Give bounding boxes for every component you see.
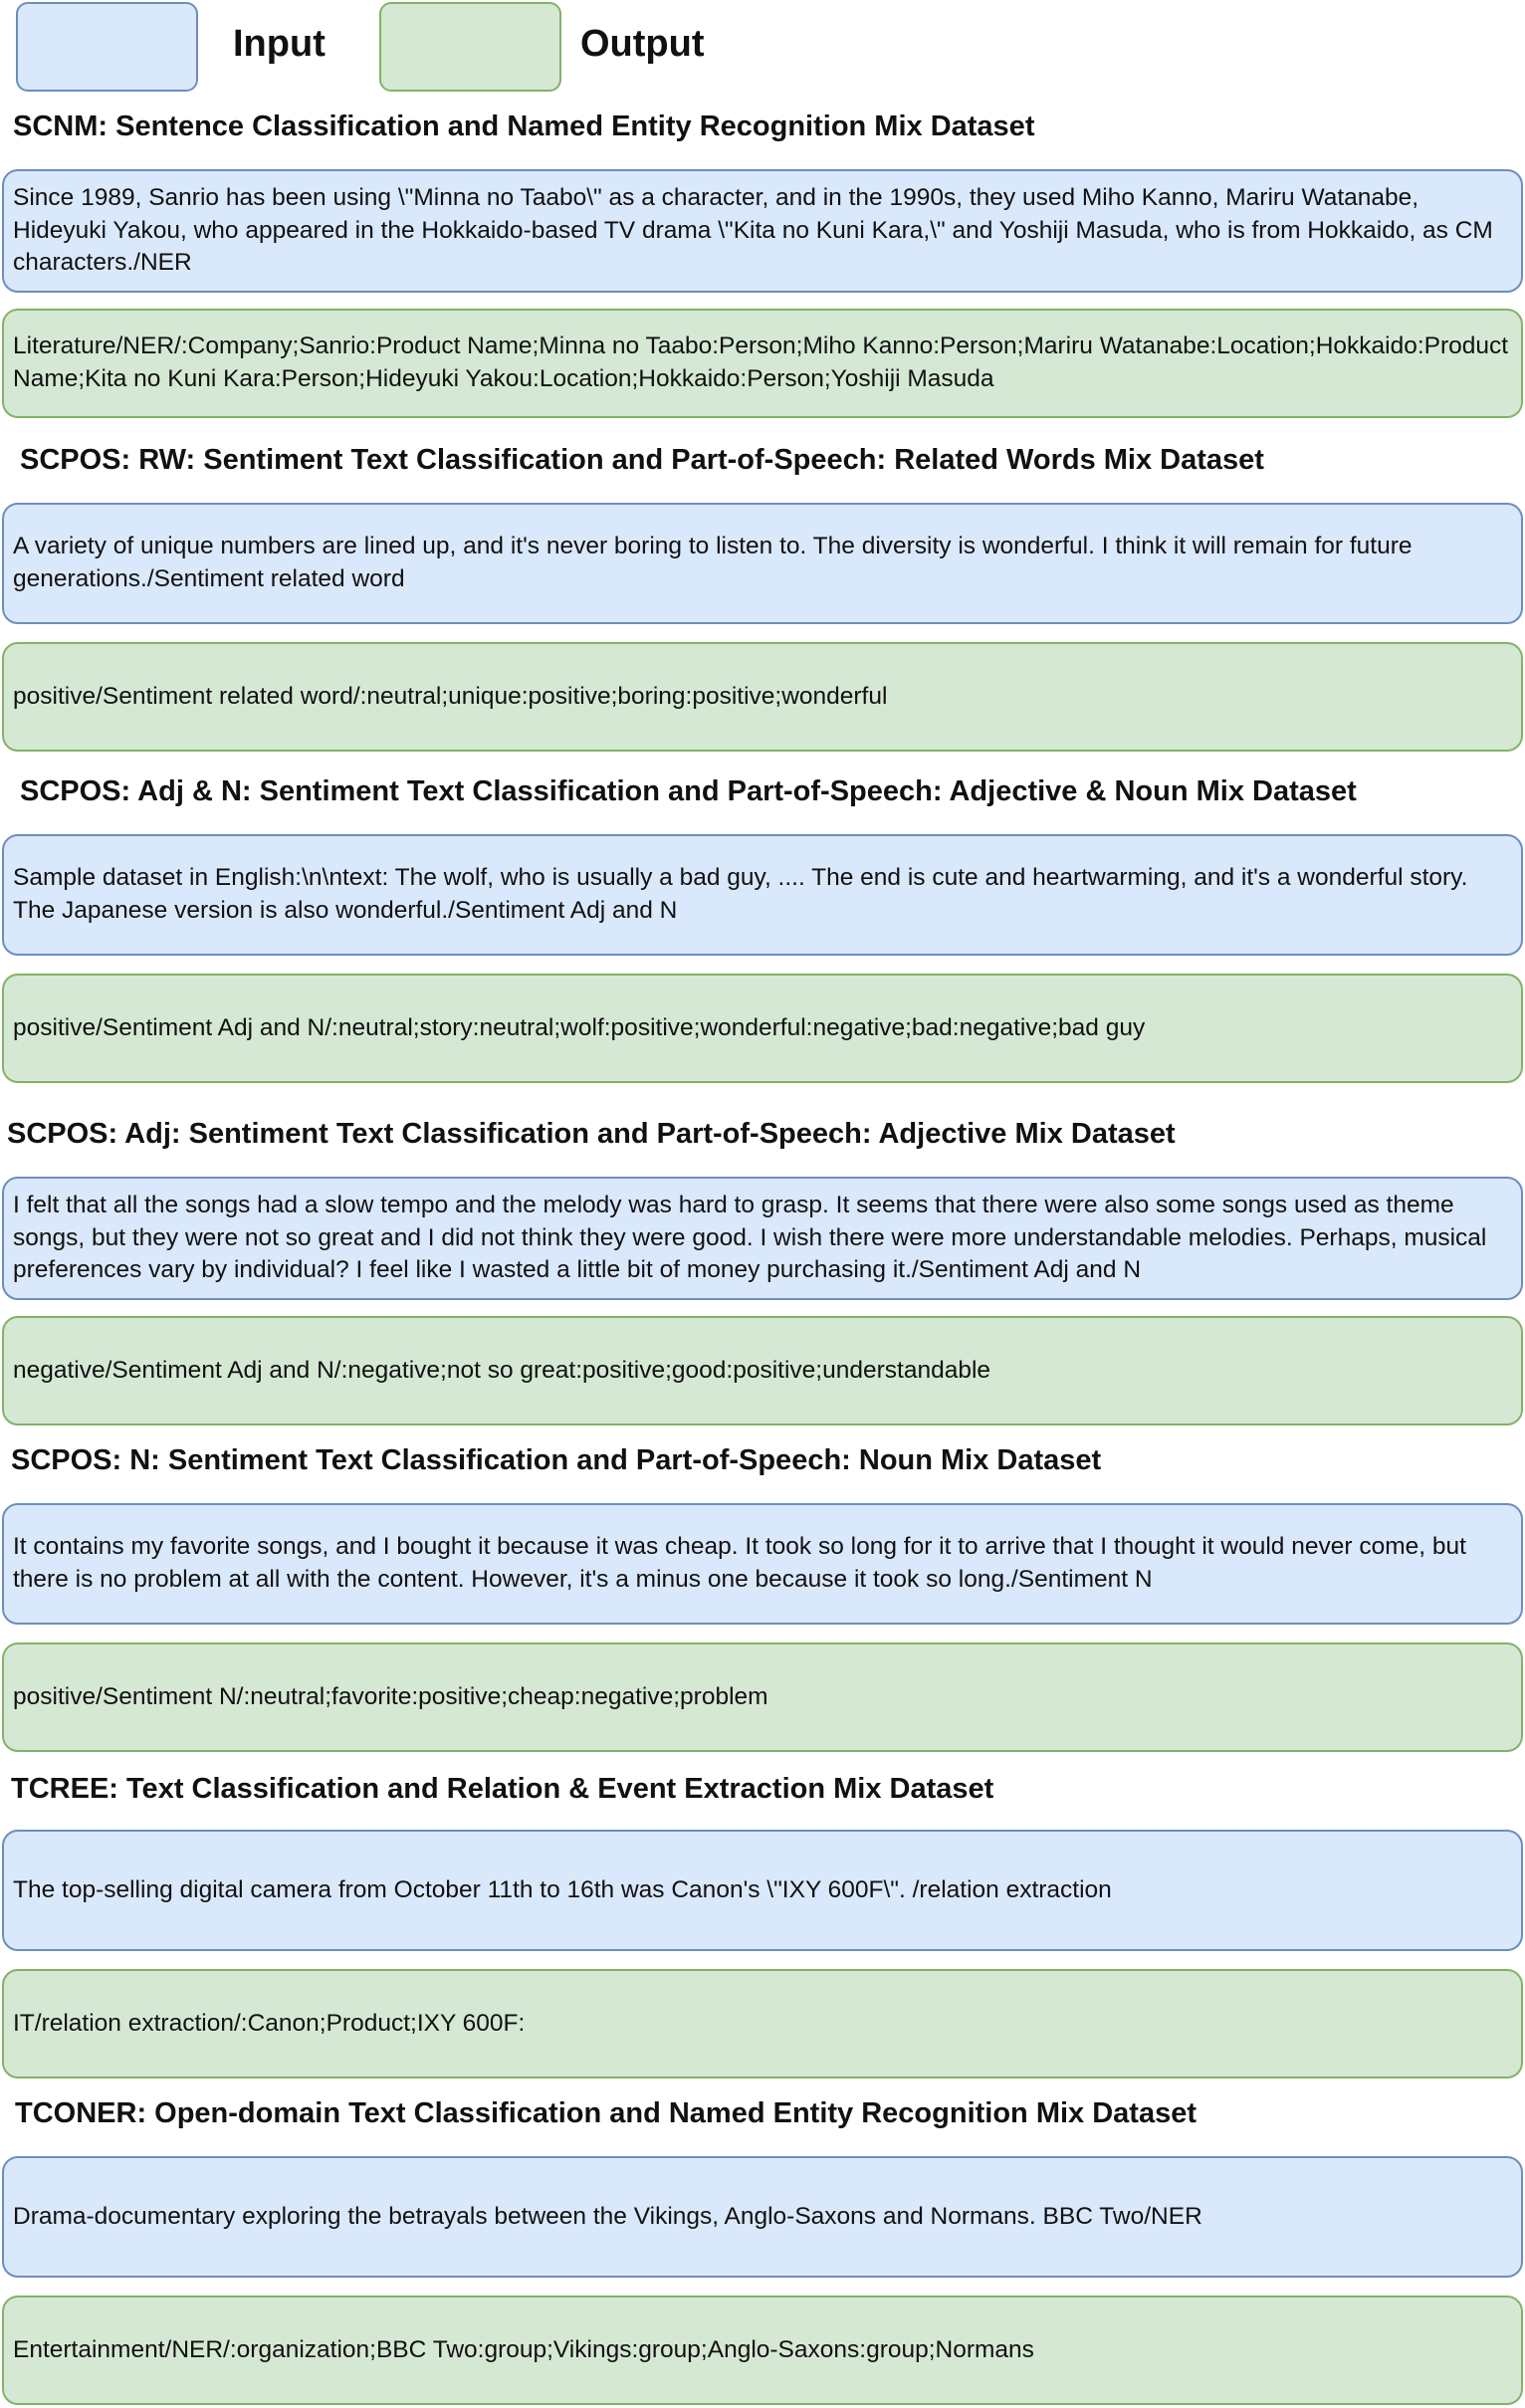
output-text-scpos-adj-n: positive/Sentiment Adj and N/:neutral;story:neutral;wolf:positive;wonderful:negative;bad:negative;bad guy bbox=[13, 1013, 1146, 1041]
section-heading-tcree: TCREE: Text Classification and Relation & Event Extraction Mix Dataset bbox=[11, 1773, 994, 1805]
input-box-scpos-adj bbox=[2, 1177, 1523, 1300]
output-text-tconer: Entertainment/NER/:organization;BBC Two:group;Vikings:group;Anglo-Saxons:group;Normans bbox=[13, 2335, 1034, 2363]
section-heading-scpos-rw: SCPOS: RW: Sentiment Text Classification and Part-of-Speech: Related Words Mix Dataset bbox=[20, 444, 1264, 476]
output-box-scpos-n bbox=[2, 1642, 1523, 1752]
section-heading-scpos-adj-n: SCPOS: Adj & N: Sentiment Text Classification and Part-of-Speech: Adjective & Noun Mix Dataset bbox=[20, 775, 1357, 807]
legend-input-swatch bbox=[16, 2, 198, 92]
input-text-scpos-n: It contains my favorite songs, and I bought it because it was cheap. It took so long for it to arrive that I thought it would never come, but there is no problem at all with the content. However, it's a minus one because it took so long./Sentiment N bbox=[13, 1533, 1466, 1593]
legend-input-label: Input bbox=[233, 23, 326, 65]
output-text-scnm: Literature/NER/:Company;Sanrio:Product Name;Minna no Taabo:Person;Miho Kanno:Person;Mariru Watanabe:Location;Hokkaido:Product Name;Kita no Kuni Kara:Person;Hideyuki Yakou:Location;Hokkaido:Person;Yoshiji Masuda bbox=[13, 332, 1509, 392]
input-box-scpos-rw bbox=[2, 503, 1523, 624]
legend-output-swatch bbox=[379, 2, 561, 92]
input-box-scnm bbox=[2, 169, 1523, 293]
input-text-scnm: Since 1989, Sanrio has been using \"Minna no Taabo\" as a character, and in the 1990s, they used Miho Kanno, Mariru Watanabe, Hideyuki Yakou, who appeared in the Hokkaido-based TV drama \"Kita no Kuni Kara,\" and Yoshiji Masuda, who is from Hokkaido, as CM characters./NER bbox=[13, 184, 1493, 277]
section-heading-scnm: SCNM: Sentence Classification and Named Entity Recognition Mix Dataset bbox=[13, 110, 1035, 142]
output-box-tconer bbox=[2, 2296, 1523, 2405]
input-text-tconer: Drama-documentary exploring the betrayals between the Vikings, Anglo-Saxons and Normans. BBC Two/NER bbox=[13, 2202, 1202, 2230]
output-text-scpos-rw: positive/Sentiment related word/:neutral;unique:positive;boring:positive;wonderful bbox=[13, 682, 888, 710]
input-box-tcree bbox=[2, 1830, 1523, 1951]
output-box-scpos-adj bbox=[2, 1316, 1523, 1425]
output-box-scpos-rw bbox=[2, 642, 1523, 752]
section-heading-scpos-adj: SCPOS: Adj: Sentiment Text Classification and Part-of-Speech: Adjective Mix Dataset bbox=[7, 1118, 1176, 1150]
input-text-scpos-adj: I felt that all the songs had a slow tempo and the melody was hard to grasp. It seems that there were also some songs used as theme songs, but they were not so great and I did not think they were good. I wish there were more understandable melodies. Perhaps, musical preferences vary by individual? I feel like I wasted a little bit of money purchasing it./Sentiment Adj and N bbox=[13, 1192, 1487, 1284]
output-text-scpos-n: positive/Sentiment N/:neutral;favorite:positive;cheap:negative;problem bbox=[13, 1682, 768, 1710]
output-box-scpos-adj-n bbox=[2, 974, 1523, 1083]
input-box-tconer bbox=[2, 2156, 1523, 2278]
input-box-scpos-n bbox=[2, 1503, 1523, 1625]
section-heading-scpos-n: SCPOS: N: Sentiment Text Classification and Part-of-Speech: Noun Mix Dataset bbox=[11, 1444, 1102, 1476]
output-box-tcree bbox=[2, 1969, 1523, 2079]
input-text-scpos-rw: A variety of unique numbers are lined up, and it's never boring to listen to. The diversity is wonderful. I think it will remain for future generations./Sentiment related word bbox=[13, 533, 1413, 592]
output-text-tcree: IT/relation extraction/:Canon;Product;IXY 600F: bbox=[13, 2009, 526, 2037]
output-text-scpos-adj: negative/Sentiment Adj and N/:negative;not so great:positive;good:positive;understandable bbox=[13, 1356, 991, 1384]
section-heading-tconer: TCONER: Open-domain Text Classification and Named Entity Recognition Mix Dataset bbox=[15, 2097, 1198, 2129]
input-text-tcree: The top-selling digital camera from October 11th to 16th was Canon's \"IXY 600F\". /relation extraction bbox=[13, 1875, 1112, 1903]
legend-output-label: Output bbox=[580, 23, 705, 65]
output-box-scnm bbox=[2, 309, 1523, 418]
input-box-scpos-adj-n bbox=[2, 834, 1523, 956]
input-text-scpos-adj-n: Sample dataset in English:\n\ntext: The wolf, who is usually a bad guy, .... The end is cute and heartwarming, and it's a wonderful story. The Japanese version is also wonderful./Sentiment Adj and N bbox=[13, 864, 1468, 924]
